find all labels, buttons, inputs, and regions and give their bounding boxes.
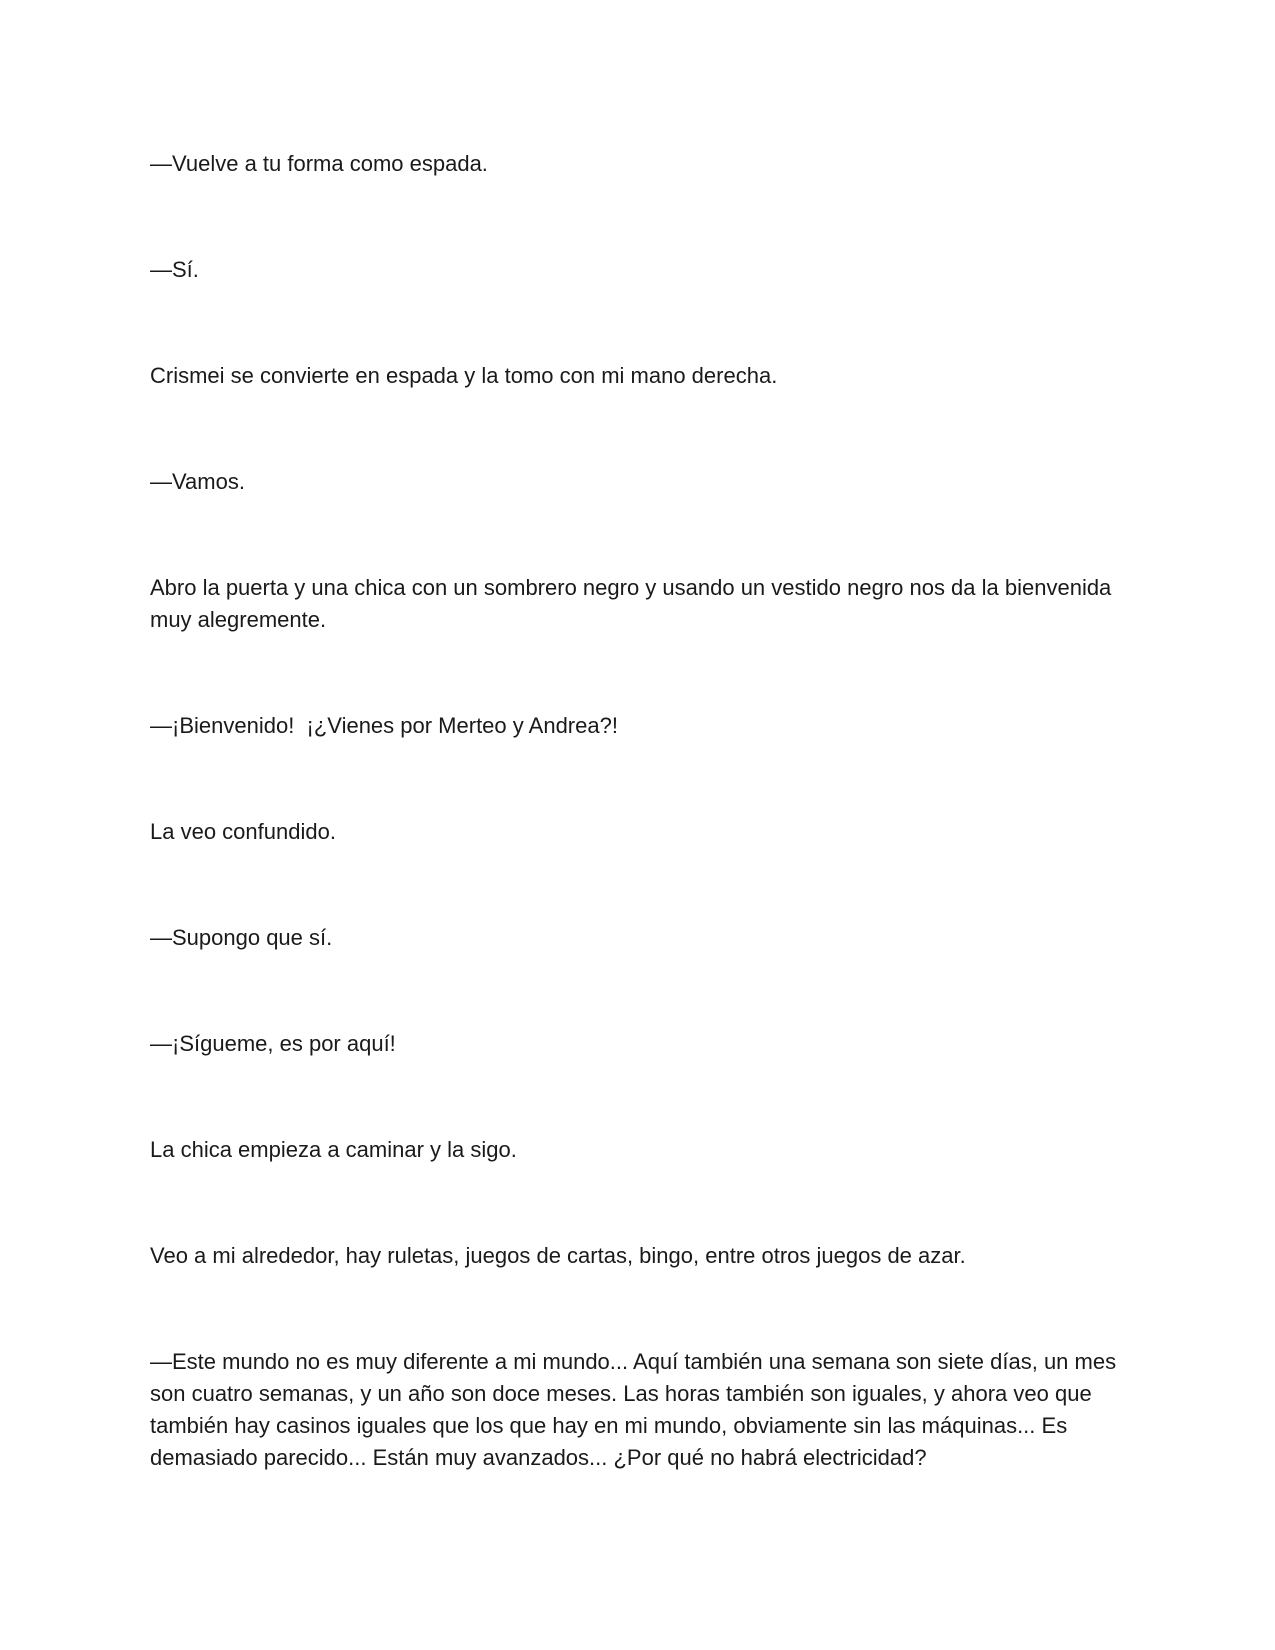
paragraph-dialogue-5: —Supongo que sí. <box>150 925 333 950</box>
paragraph-dialogue-2: —Sí. <box>150 257 199 282</box>
paragraph-narration-3: La veo confundido. <box>150 819 336 844</box>
paragraph-dialogue-1: —Vuelve a tu forma como espada. <box>150 151 488 176</box>
paragraph-dialogue-3: —Vamos. <box>150 469 245 494</box>
paragraph-narration-2: Abro la puerta y una chica con un sombrero negro y usando un vestido negro nos da la bienvenida muy alegremente. <box>150 575 1118 632</box>
paragraph-dialogue-7: —Este mundo no es muy diferente a mi mundo... Aquí también una semana son siete días, un mes son cuatro semanas, y un año son doce meses. Las horas también son iguales, y ahora veo que también hay casinos iguales que los que hay en mi mundo, obviamente sin las máquinas... Es demasiado parecido... Están muy avanzados... ¿Por qué no habrá electricidad? <box>150 1349 1123 1470</box>
paragraph-dialogue-6: —¡Sígueme, es por aquí! <box>150 1031 396 1056</box>
paragraph-narration-1: Crismei se convierte en espada y la tomo con mi mano derecha. <box>150 363 778 388</box>
paragraph-narration-4: La chica empieza a caminar y la sigo. <box>150 1137 517 1162</box>
paragraph-narration-5: Veo a mi alrededor, hay ruletas, juegos de cartas, bingo, entre otros juegos de azar. <box>150 1243 966 1268</box>
paragraph-dialogue-4: —¡Bienvenido! ¡¿Vienes por Merteo y Andrea?! <box>150 713 618 738</box>
